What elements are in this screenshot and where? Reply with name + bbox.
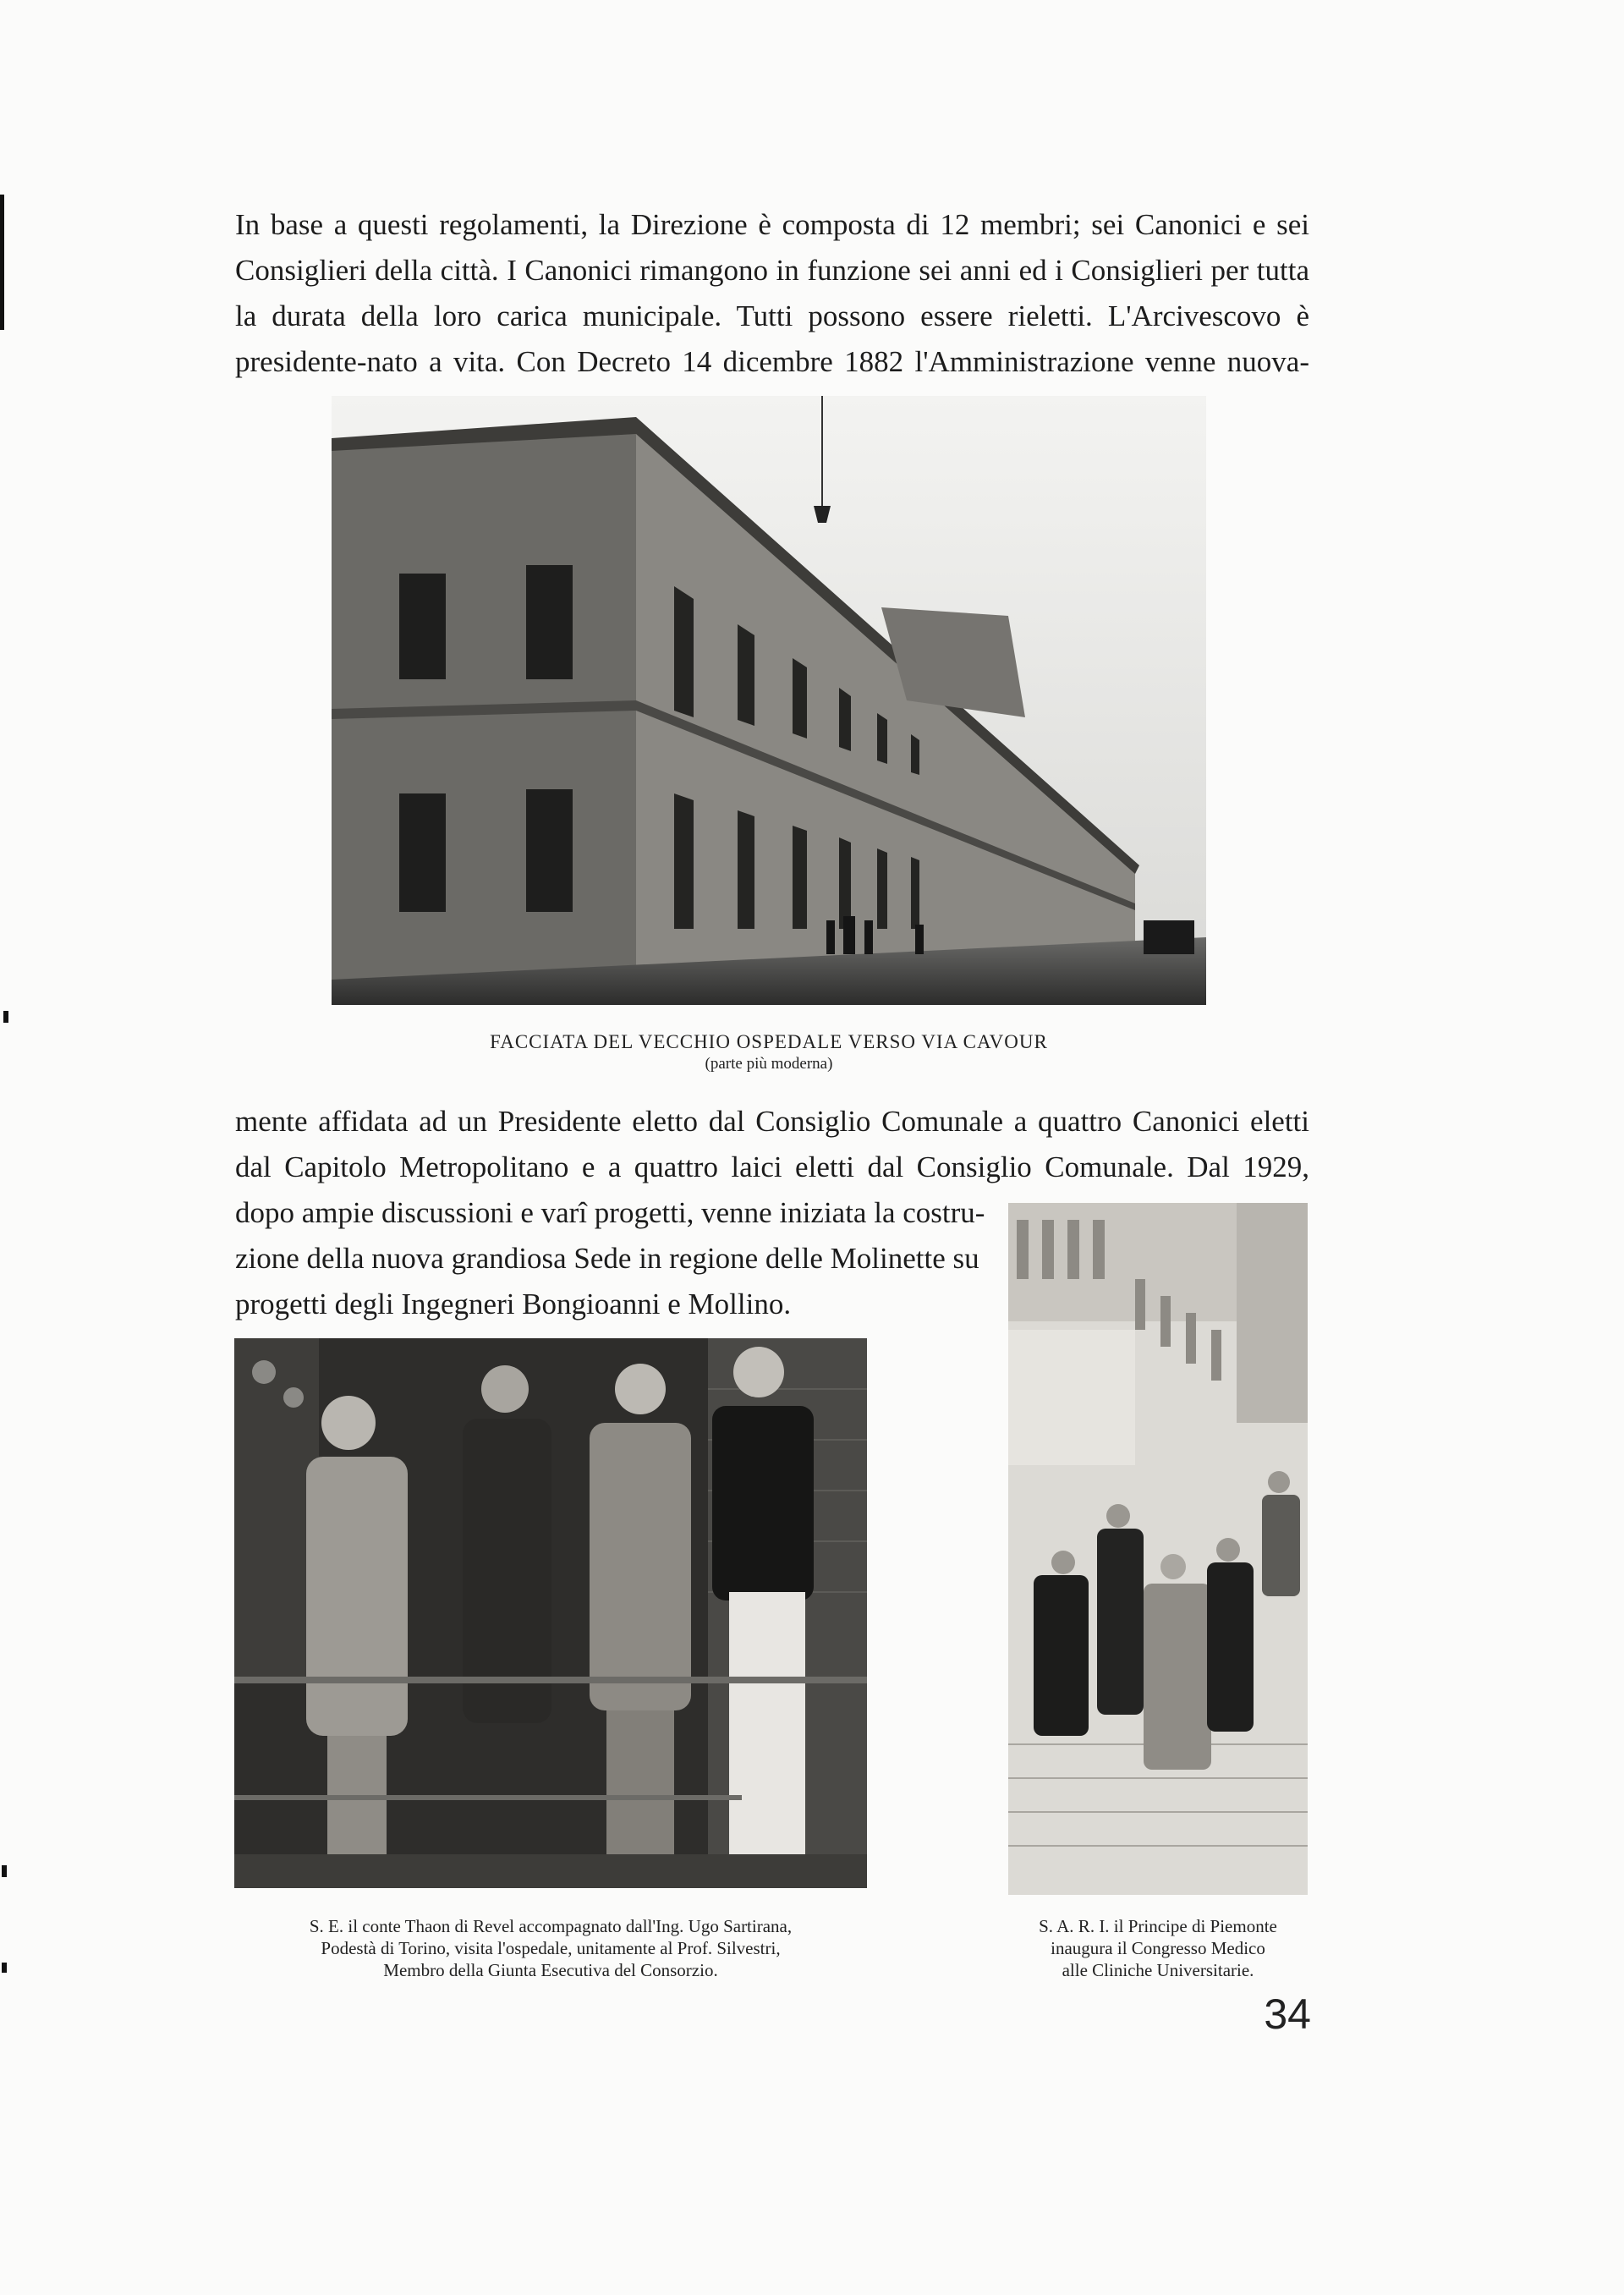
caption-visit-group [222, 1915, 880, 1981]
photo-visit-group [234, 1338, 867, 1888]
scan-edge-mark [2, 1865, 7, 1877]
page-number: 34 [1264, 1990, 1311, 2038]
text-line: mente affidata ad un Presidente eletto dal Consiglio Comunale a quattro Canonici eletti [235, 1105, 1309, 1138]
caption-prince-stairs [991, 1915, 1325, 1981]
text-line: dopo ampie discussioni e varî progetti, venne iniziata la costru- [235, 1196, 985, 1229]
caption-hospital-facade [332, 1031, 1206, 1075]
caption-line: Podestà di Torino, visita l'ospedale, unitamente al Prof. Silvestri, [321, 1938, 781, 1958]
text-line: presidente-nato a vita. Con Decreto 14 dicembre 1882 l'Amministrazione venne nuova- [235, 345, 1309, 378]
scan-edge-mark [3, 1011, 8, 1023]
text-line: zione della nuova grandiosa Sede in regione delle Molinette su [235, 1242, 979, 1275]
photo-prince-stairs [1008, 1203, 1308, 1895]
body-paragraph-top [235, 202, 1309, 385]
text-line: Consiglieri della città. I Canonici rimangono in funzione sei anni ed i Consiglieri per tutta [235, 254, 1309, 287]
caption-line: S. A. R. I. il Principe di Piemonte [1039, 1916, 1277, 1936]
text-line: dal Capitolo Metropolitano e a quattro laici eletti dal Consiglio Comunale. Dal 1929, [235, 1150, 1309, 1183]
body-paragraph-middle [235, 1099, 1309, 1190]
caption-line: Membro della Giunta Esecutiva del Consorzio. [383, 1960, 718, 1980]
body-paragraph-narrow [235, 1190, 993, 1327]
text-line: progetti degli Ingegneri Bongioanni e Mollino. [235, 1288, 792, 1320]
text-line: In base a questi regolamenti, la Direzione è composta di 12 membri; sei Canonici e sei [235, 208, 1309, 241]
caption-line: alle Cliniche Universitarie. [1062, 1960, 1254, 1980]
caption-line: inaugura il Congresso Medico [1051, 1938, 1265, 1958]
caption-title: FACCIATA DEL VECCHIO OSPEDALE VERSO VIA CAVOUR [490, 1031, 1048, 1052]
scan-edge-mark [2, 1963, 7, 1973]
text-line: la durata della loro carica municipale. Tutti possono essere rieletti. L'Arcivescovo è [235, 299, 1309, 332]
scan-edge-mark [0, 195, 4, 330]
caption-subtitle: (parte più moderna) [705, 1055, 833, 1073]
photo-hospital-facade [332, 396, 1206, 1005]
caption-line: S. E. il conte Thaon di Revel accompagnato dall'Ing. Ugo Sartirana, [309, 1916, 793, 1936]
